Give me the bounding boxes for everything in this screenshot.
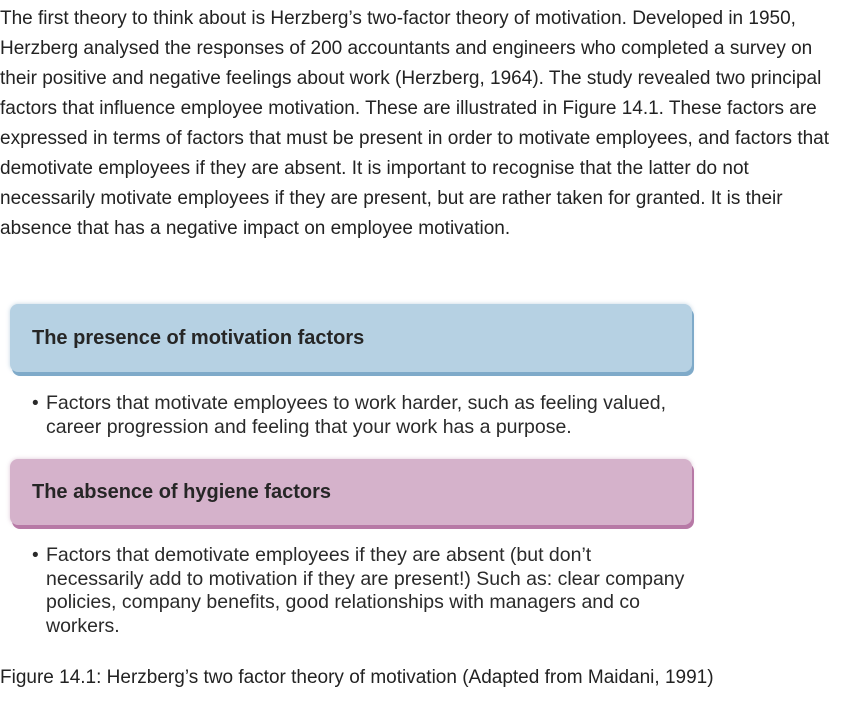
- bullet-icon: •: [32, 393, 39, 414]
- hygiene-factors-text: Factors that demotivate employees if they are absent (but don’t necessarily add to motivation if they are present!) Such as: clear company policies, company benefits, good relationships with managers and co workers.: [46, 544, 685, 637]
- motivation-factors-box: [10, 304, 692, 372]
- bullet-icon: •: [32, 545, 39, 566]
- figure-caption: Figure 14.1: Herzberg’s two factor theory of motivation (Adapted from Maidani, 1991): [0, 667, 714, 688]
- herzberg-figure: [10, 304, 696, 644]
- hygiene-factors-box: [10, 459, 692, 525]
- hygiene-factors-description: [32, 544, 692, 638]
- motivation-factors-heading: The presence of motivation factors: [32, 326, 365, 349]
- intro-paragraph: The first theory to think about is Herzberg’s two-factor theory of motivation. Developed in 1950, Herzberg analysed the responses of 200 accountants and engineers who completed a survey on their positive and negative feelings about work (Herzberg, 1964). The study revealed two principal factors that influence employee motivation. These are illustrated in Figure 14.1. These factors are expressed in terms of factors that must be present in order to motivate employees, and factors that demotivate employees if they are absent. It is important to recognise that the latter do not necessarily motivate employees if they are present, but are rather taken for granted. It is their absence that has a negative impact on employee motivation.: [0, 8, 830, 239]
- motivation-factors-description: [32, 392, 692, 439]
- motivation-factors-text: Factors that motivate employees to work harder, such as feeling valued, career progression and feeling that your work has a purpose.: [46, 392, 666, 438]
- hygiene-factors-heading: The absence of hygiene factors: [32, 480, 331, 503]
